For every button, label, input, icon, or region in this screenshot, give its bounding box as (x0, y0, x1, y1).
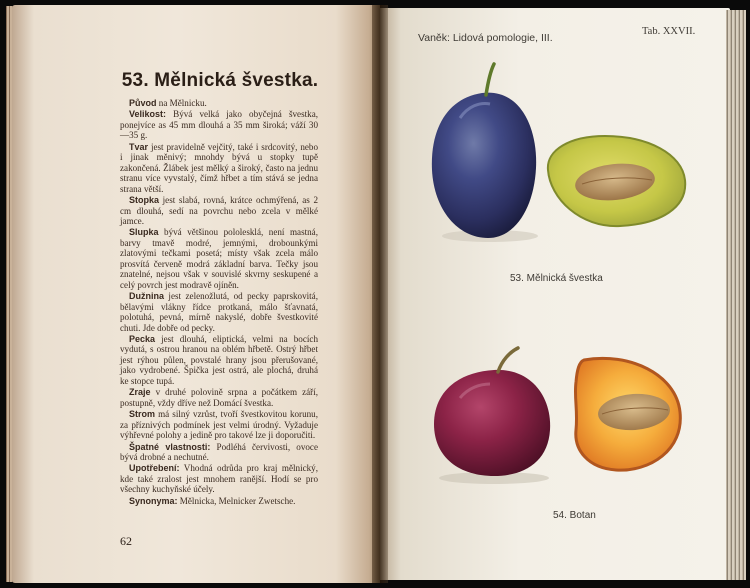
section-text: Podléhá červivosti, ovoce bývá drobné a nechutné. (120, 441, 319, 462)
section-label: Tvar (129, 141, 149, 152)
section-text: Bývá velká jako obyčejná švestka, ponejvíce as 45 mm dlouhá a 35 mm široká; váží 30—35 g. (120, 109, 318, 141)
description-paragraph (120, 496, 318, 506)
section-label: Špatné vlastnosti: (129, 441, 211, 452)
plum-stem (486, 64, 494, 95)
description-paragraph (120, 195, 318, 226)
section-label: Synonyma: (129, 495, 178, 506)
botan-body (434, 370, 550, 476)
section-text: Vhodná odrůda pro kraj mělnický, kde také zralost jest mnohem ranější. Hodí se pro všechny kuchyňské účely. (120, 463, 318, 495)
section-label: Slupka (129, 227, 159, 238)
page-title: 53. Mělnická švestka. (121, 70, 319, 91)
section-text: na Mělnicku. (156, 98, 207, 108)
description-paragraph (120, 463, 318, 494)
section-label: Stopka (129, 195, 160, 206)
description-paragraph (120, 98, 318, 108)
book-spine (372, 5, 388, 583)
description-paragraph (120, 334, 318, 386)
description-paragraph (120, 409, 318, 440)
description-paragraph (120, 227, 318, 290)
plate-number: Tab. XXVII. (642, 26, 696, 37)
section-label: Dužnina (129, 291, 164, 302)
melnicka-plum-illustration (420, 58, 700, 248)
section-label: Upotřebení: (129, 463, 180, 474)
description-paragraph (120, 109, 318, 140)
caption-melnicka: 53. Mělnická švestka (510, 273, 603, 284)
running-header: Vaněk: Lidová pomologie, III. (418, 32, 553, 44)
description-paragraph (120, 387, 318, 408)
description-paragraph (120, 291, 318, 333)
section-text: jest pravidelně vejčitý, také i srdcovitý, nebo i jinak měnivý; mnohdy bývá u stopky tupě zakončená. Žlábek jest mělký a široký, často na jednu stranu více vyvstalý, čímž hřbet a tím stává se jedna strana větší. (120, 141, 318, 194)
section-label: Pecka (129, 333, 156, 344)
section-text: jest slabá, rovná, krátce ochmýřená, as 2 cm dlouhá, sedí na povrchu nebo zcela v mělké jamce. (120, 195, 318, 226)
plum-body (432, 93, 536, 238)
botan-stem (498, 348, 518, 372)
description-paragraph (120, 442, 318, 463)
description-paragraph (120, 142, 318, 194)
description-text (120, 98, 318, 507)
section-text: má silný vzrůst, tvoří švestkovitou korunu, za příznivých podmínek jest velmi úrodný. Vyžaduje výhřevné polohy a jedině pro takové lze ji doporučiti. (120, 409, 318, 441)
section-text: v druhé polovině srpna a počátkem září, postupně, vždy dříve než Domácí švestka. (120, 387, 318, 408)
section-text: jest dlouhá, eliptická, velmi na bocích vydutá, s ostrou hranou na oblém hřbetě. Ostrý hřbet jest rýhou půlen, povstalé hrany jsou přerušované, jako vydrobené. Špička jest ostrá, ale plochá, druhá ke stopce tupá. (120, 333, 318, 386)
section-label: Zraje (129, 387, 151, 398)
right-page-edges (726, 10, 746, 580)
page-number: 62 (120, 534, 132, 548)
botan-plum-illustration (424, 340, 694, 490)
caption-botan: 54. Botan (553, 510, 596, 521)
section-text: bývá většinou pololesklá, není mastná, barvy tmavě modré, jemnými, drobounkými zlatovými tečkami posetá; místy však zcela málo prosvítá červeně modrá základní barva. Tečky jsou znatelné, nejsou však v souvislé skvrny seskupené a celý povrch jest modravě ojíněn. (120, 227, 318, 290)
section-label: Velikost: (129, 109, 167, 120)
section-text: jest zelenožlutá, od pecky paprskovitá, bělavými vlákny řídce protkaná, málo šťavnatá, polotuhá, pevná, mírně nakyslé, dobře švestkovité chuti. Jde dobře od pecky. (120, 291, 318, 333)
section-label: Strom (129, 409, 156, 420)
section-text: Mělnicka, Melnicker Zwetsche. (177, 495, 296, 506)
section-label: Původ (129, 98, 157, 108)
